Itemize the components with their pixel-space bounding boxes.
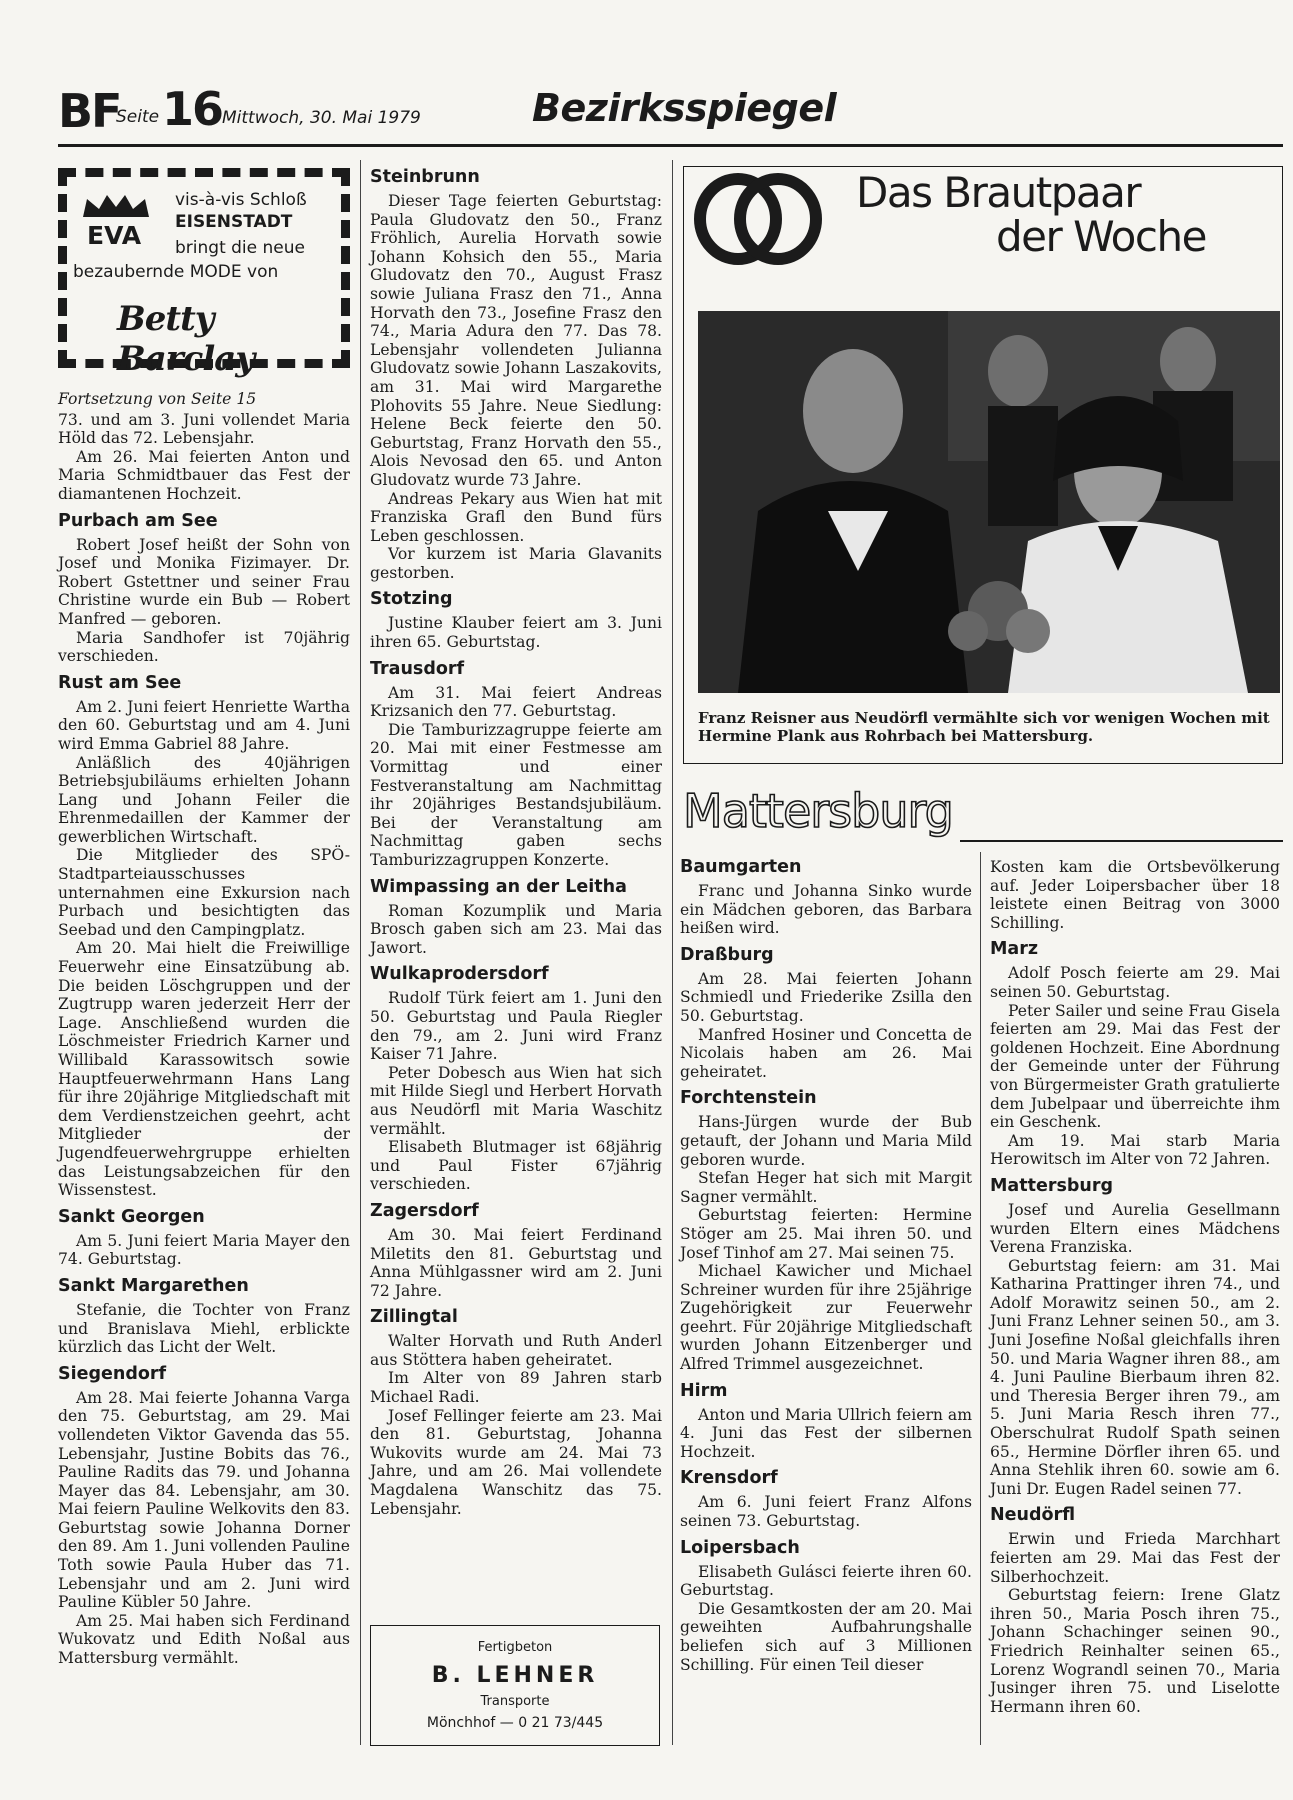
paragraph: Roman Kozumplik und Maria Brosch gaben sich am 23. Mai das Jawort. — [370, 901, 662, 957]
paragraph: Adolf Posch feierte am 29. Mai seinen 50. Geburtstag. — [990, 964, 1280, 1001]
column-2 — [370, 166, 662, 1518]
eva-fashion-ad — [58, 168, 350, 379]
bridal-title-line: Das Brautpaar — [856, 168, 1141, 217]
paragraph: Stefanie, die Tochter von Franz und Branislava Miehl, erblickte kürzlich das Licht der Welt. — [58, 1300, 350, 1357]
paragraph: Geburtstag feierten: Hermine Stöger am 25. Mai ihren 50. und Josef Tinhof am 27. Mai seinen 75. — [680, 1206, 972, 1262]
paragraph: Robert Josef heißt der Sohn von Josef und Monika Fizimayer. Dr. Robert Gstettner und seiner Frau Christine wurde ein Bub — Robert Manfred — geboren. — [58, 535, 350, 628]
header-rule — [58, 144, 1283, 147]
paragraph: Peter Dobesch aus Wien hat sich mit Hilde Siegl und Herbert Horvath aus Neudörfl mit Maria Waschitz vermählt. — [370, 1063, 662, 1138]
paragraph: Am 28. Mai feierte Johanna Varga den 75. Geburtstag, am 29. Mai vollendeten Viktor Gavenda das 55. Lebensjahr, Justine Bobits das 76., Pauline Radits das 79. und Johanna Mayer das 84. Lebensjahr, am 30. Mai feiern Pauline Welkovits den 83. Geburtstag sowie Johanna Dorner den 89. Am 1. Juni vollenden Pauline Toth sowie Paula Huber das 71. Lebensjahr und am 2. Juni wird Pauline Kübler 50 Jahre. — [58, 1388, 350, 1612]
place-heading: Rust am See — [58, 672, 182, 693]
paragraph: Anläßlich des 40jährigen Betriebsjubiläums erhielten Johann Lang und Johann Feiler die Ehrenmedaillen der Kammer der gewerblichen Wirtschaft. — [58, 753, 350, 846]
place-heading: Stotzing — [370, 589, 453, 610]
district-heading-rule — [960, 840, 1283, 842]
paragraph: Michael Kawicher und Michael Schreiner wurden für ihre 25jährige Zugehörigkeit zur Feuerwehr geehrt. Für 20jährige Mitgliedschaft wurden Johann Eitzenberger und Alfred Trimmel ausgezeichnet. — [680, 1262, 972, 1374]
place-heading: Wulkaprodersdorf — [370, 964, 549, 985]
paragraph: Justine Klauber feiert am 3. Juni ihren 65. Geburtstag. — [370, 614, 662, 652]
newspaper-logo: BF — [58, 84, 121, 138]
column-1 — [58, 390, 350, 1668]
paragraph: Maria Sandhofer ist 70jährig verschieden. — [58, 628, 350, 666]
page-label: Seite — [116, 107, 160, 127]
column-divider — [360, 160, 361, 1745]
place-heading: Purbach am See — [58, 510, 218, 531]
bridal-title-line: der Woche — [996, 212, 1206, 261]
place-heading: Sankt Georgen — [58, 1206, 205, 1227]
paragraph: Geburtstag feiern: am 31. Mai Katharina Prattinger ihren 74., und Adolf Morawitz seinen 50., am 2. Juni Franz Lehner seinen 50., am 3. Juni Josefine Noßal gleichfalls ihren 50. und Maria Wagner ihren 88., am 4. Juni Pauline Bierbaum ihren 82. und Theresia Berger ihren 79., am 5. Juni Maria Resch ihren 77., Oberschulrat Rudolf Spath seinen 65., Hermine Dörfler ihren 65. und Anna Stehlik ihren 60. sowie am 6. Juni Dr. Eugen Radel seinen 77. — [990, 1256, 1280, 1498]
paragraph: Am 5. Juni feiert Maria Mayer den 74. Geburtstag. — [58, 1231, 350, 1269]
place-heading: Mattersburg — [990, 1175, 1114, 1196]
ad-line: Fertigbeton — [477, 1640, 553, 1655]
betty-barclay-logo: Betty Barclay — [117, 299, 255, 379]
place-heading: Wimpassing an der Leitha — [370, 876, 627, 897]
lehner-transport-ad — [370, 1625, 660, 1746]
place-heading: Zillingtal — [370, 1307, 458, 1328]
paragraph: Am 31. Mai feiert Andreas Krizsanich den 77. Geburtstag. — [370, 683, 662, 721]
photo-caption: Franz Reisner aus Neudörfl vermählte sich vor wenigen Wochen mit Hermine Plank aus Rohrbach bei Mattersburg. — [698, 709, 1270, 745]
place-heading: Marz — [990, 939, 1039, 960]
ad-line: bringt die neue — [175, 238, 305, 258]
paragraph: Am 19. Mai starb Maria Herowitsch im Alter von 72 Jahren. — [990, 1131, 1280, 1169]
paragraph: Anton und Maria Ullrich feiern am 4. Juni das Fest der silbernen Hochzeit. — [680, 1405, 972, 1461]
paragraph: Am 20. Mai hielt die Freiwillige Feuerwehr eine Einsatzübung ab. Die beiden Löschgruppen und der Zugtrupp waren jederzeit Herr der Lage. Anschließend wurden die Löschmeister Friedrich Karner und Willibald Karassowitsch sowie Hauptfeuerwehrmann Hans Lang für ihre 20jährige Mitgliedschaft mit dem Verdienstzeichen geehrt, acht Mitglieder der Jugendfeuerwehrgruppe erhielten das Leistungsabzeichen für den Wissenstest. — [58, 939, 350, 1200]
paragraph: Kosten kam die Ortsbevölkerung auf. Jeder Loipersbacher über 18 leistete einen Beitrag von 3000 Schilling. — [990, 858, 1280, 932]
place-heading: Loipersbach — [680, 1537, 800, 1558]
paragraph: Am 26. Mai feierten Anton und Maria Schmidtbauer das Fest der diamantenen Hochzeit. — [58, 447, 350, 503]
place-heading: Neudörfl — [990, 1505, 1076, 1526]
paragraph: Geburtstag feiern: Irene Glatz ihren 50., Maria Posch ihren 75., Johann Schachinger seinen 90., Friedrich Reinhalter seinen 65., Lorenz Wograndl seinen 70., Maria Jusinger ihren 75. und Liselotte Hermann ihren 60. — [990, 1586, 1280, 1716]
crown-icon — [81, 193, 151, 219]
paragraph: Manfred Hosiner und Concetta de Nicolais haben am 26. Mai geheiratet. — [680, 1025, 972, 1081]
paragraph: Josef und Aurelia Gesellmann wurden Eltern eines Mädchens Verena Franziska. — [990, 1200, 1280, 1257]
wedding-photo — [698, 311, 1280, 693]
ad-line: bezaubernde MODE von — [73, 262, 279, 282]
place-heading: Zagersdorf — [370, 1200, 479, 1221]
paragraph: Am 25. Mai haben sich Ferdinand Wukovatz und Edith Noßal aus Mattersburg vermählt. — [58, 1611, 350, 1668]
column-divider — [672, 160, 673, 1745]
paragraph: Die Gesamtkosten der am 20. Mai geweihten Aufbahrungshalle beliefen sich auf 3 Millionen Schilling. Für einen Teil dieser — [680, 1599, 972, 1674]
paragraph: Hans-Jürgen wurde der Bub getauft, der Johann und Maria Mild geboren wurde. — [680, 1113, 972, 1169]
paragraph: Am 30. Mai feiert Ferdinand Miletits den 81. Geburtstag und Anna Mühlgassner wird am 2. Juni 72 Jahre. — [370, 1225, 662, 1300]
place-heading: Hirm — [680, 1380, 728, 1401]
place-heading: Siegendorf — [58, 1363, 167, 1384]
ad-line: Transporte — [480, 1694, 550, 1709]
section-title: Bezirksspiegel — [532, 86, 837, 130]
ad-line: vis-à-vis Schloß — [175, 190, 307, 210]
paragraph: Im Alter von 89 Jahren starb Michael Radi. — [370, 1369, 662, 1407]
paragraph: Elisabeth Blutmager ist 68jährig und Paul Fister 67jährig verschieden. — [370, 1138, 662, 1194]
paragraph: Stefan Heger hat sich mit Margit Sagner vermählt. — [680, 1169, 972, 1206]
ad-company-name: B. LEHNER — [431, 1663, 599, 1688]
paragraph: Erwin und Frieda Marchhart feierten am 29. Mai das Fest der Silberhochzeit. — [990, 1530, 1280, 1586]
paragraph: Franc und Johanna Sinko wurde ein Mädchen geboren, das Barbara heißen wird. — [680, 882, 972, 938]
place-heading: Steinbrunn — [370, 167, 480, 187]
paragraph: Walter Horvath und Ruth Anderl aus Stöttera haben geheiratet. — [370, 1332, 662, 1369]
district-heading: Mattersburg — [683, 784, 953, 838]
ad-phone: Mönchhof — 0 21 73/445 — [426, 1715, 604, 1731]
place-heading: Sankt Margarethen — [58, 1275, 249, 1296]
paragraph: Am 6. Juni feiert Franz Alfons seinen 73. Geburtstag. — [680, 1493, 972, 1531]
page-number: 16 — [162, 82, 223, 136]
paragraph: Dieser Tage feierten Geburtstag: Paula Gludovatz den 50., Franz Fröhlich, Aurelia Horvath sowie Johann Kohsich den 55., Maria Gludovatz den 70., August Frasz sowie Juliana Frasz den 71., Anna Horvath den 73., Josefine Frasz den 74., Maria Adura den 77. Das 78. Lebensjahr vollendeten Julianna Gludovatz sowie Johann Laszakovits, am 31. Mai wird Margarethe Plohovits 55 Jahre. Neue Siedlung: Helene Beck feierte den 50. Geburtstag, Franz Horvath den 55., Alois Nevosad den 65. und Anton Gludovatz wurde 73 Jahre. — [370, 192, 662, 489]
column-divider — [980, 852, 981, 1745]
paragraph: Vor kurzem ist Maria Glavanits gestorben. — [370, 545, 662, 582]
issue-date: Mittwoch, 30. Mai 1979 — [222, 108, 421, 128]
column-4 — [990, 858, 1280, 1716]
bridal-couple-box — [683, 166, 1283, 764]
place-heading: Krensdorf — [680, 1468, 778, 1489]
column-3 — [680, 856, 972, 1674]
paragraph: Josef Fellinger feierte am 23. Mai den 81. Geburtstag, Johanna Wukovits wurde am 24. Mai 73 Jahre, und am 26. Mai vollendete Magdalena Wanschitz das 75. Lebensjahr. — [370, 1406, 662, 1518]
ad-line: EISENSTADT — [175, 212, 293, 232]
paragraph: Elisabeth Gulásci feierte ihren 60. Geburtstag. — [680, 1562, 972, 1600]
wedding-rings-icon — [692, 171, 824, 267]
paragraph: Rudolf Türk feiert am 1. Juni den 50. Geburtstag und Paula Riegler den 79., am 2. Juni wird Franz Kaiser 71 Jahre. — [370, 989, 662, 1064]
paragraph: Die Tamburizzagruppe feierte am 20. Mai mit einer Festmesse am Vormittag und einer Festveranstaltung am Nachmittag ihr 20jähriges Bestandsjubiläum. Bei der Veranstaltung am Nachmittag gaben sechs Tamburizzagruppen Konzerte. — [370, 720, 662, 869]
paragraph: Am 28. Mai feierten Johann Schmiedl und Friederike Zsilla den 50. Geburtstag. — [680, 969, 972, 1025]
place-heading: Forchtenstein — [680, 1088, 817, 1109]
bridal-title — [856, 168, 1206, 261]
paragraph: Peter Sailer und seine Frau Gisela feierten am 29. Mai das Fest der goldenen Hochzeit. Eine Abordnung der Gemeinde unter der Führung von Bürgermeister Grath gratulierte dem Jubelpaar und überreichte ihm ein Geschenk. — [990, 1001, 1280, 1132]
paragraph: Am 2. Juni feiert Henriette Wartha den 60. Geburtstag und am 4. Juni wird Emma Gabriel 88 Jahre. — [58, 697, 350, 753]
paragraph: Andreas Pekary aus Wien hat mit Franziska Grafl den Bund fürs Leben geschlossen. — [370, 489, 662, 545]
eva-brand: EVA — [87, 221, 142, 250]
place-heading: Trausdorf — [370, 658, 465, 679]
place-heading: Draßburg — [680, 944, 774, 965]
paragraph: Die Mitglieder des SPÖ-Stadtparteiausschusses unternahmen eine Exkursion nach Purbach und besichtigten das Seebad und den Campingplatz. — [58, 846, 350, 939]
couple-photo-image — [698, 311, 1280, 693]
place-heading: Baumgarten — [680, 857, 802, 877]
continuation-note: Fortsetzung von Seite 15 — [58, 390, 257, 408]
paragraph: 73. und am 3. Juni vollendet Maria Höld das 72. Lebensjahr. — [58, 410, 350, 448]
